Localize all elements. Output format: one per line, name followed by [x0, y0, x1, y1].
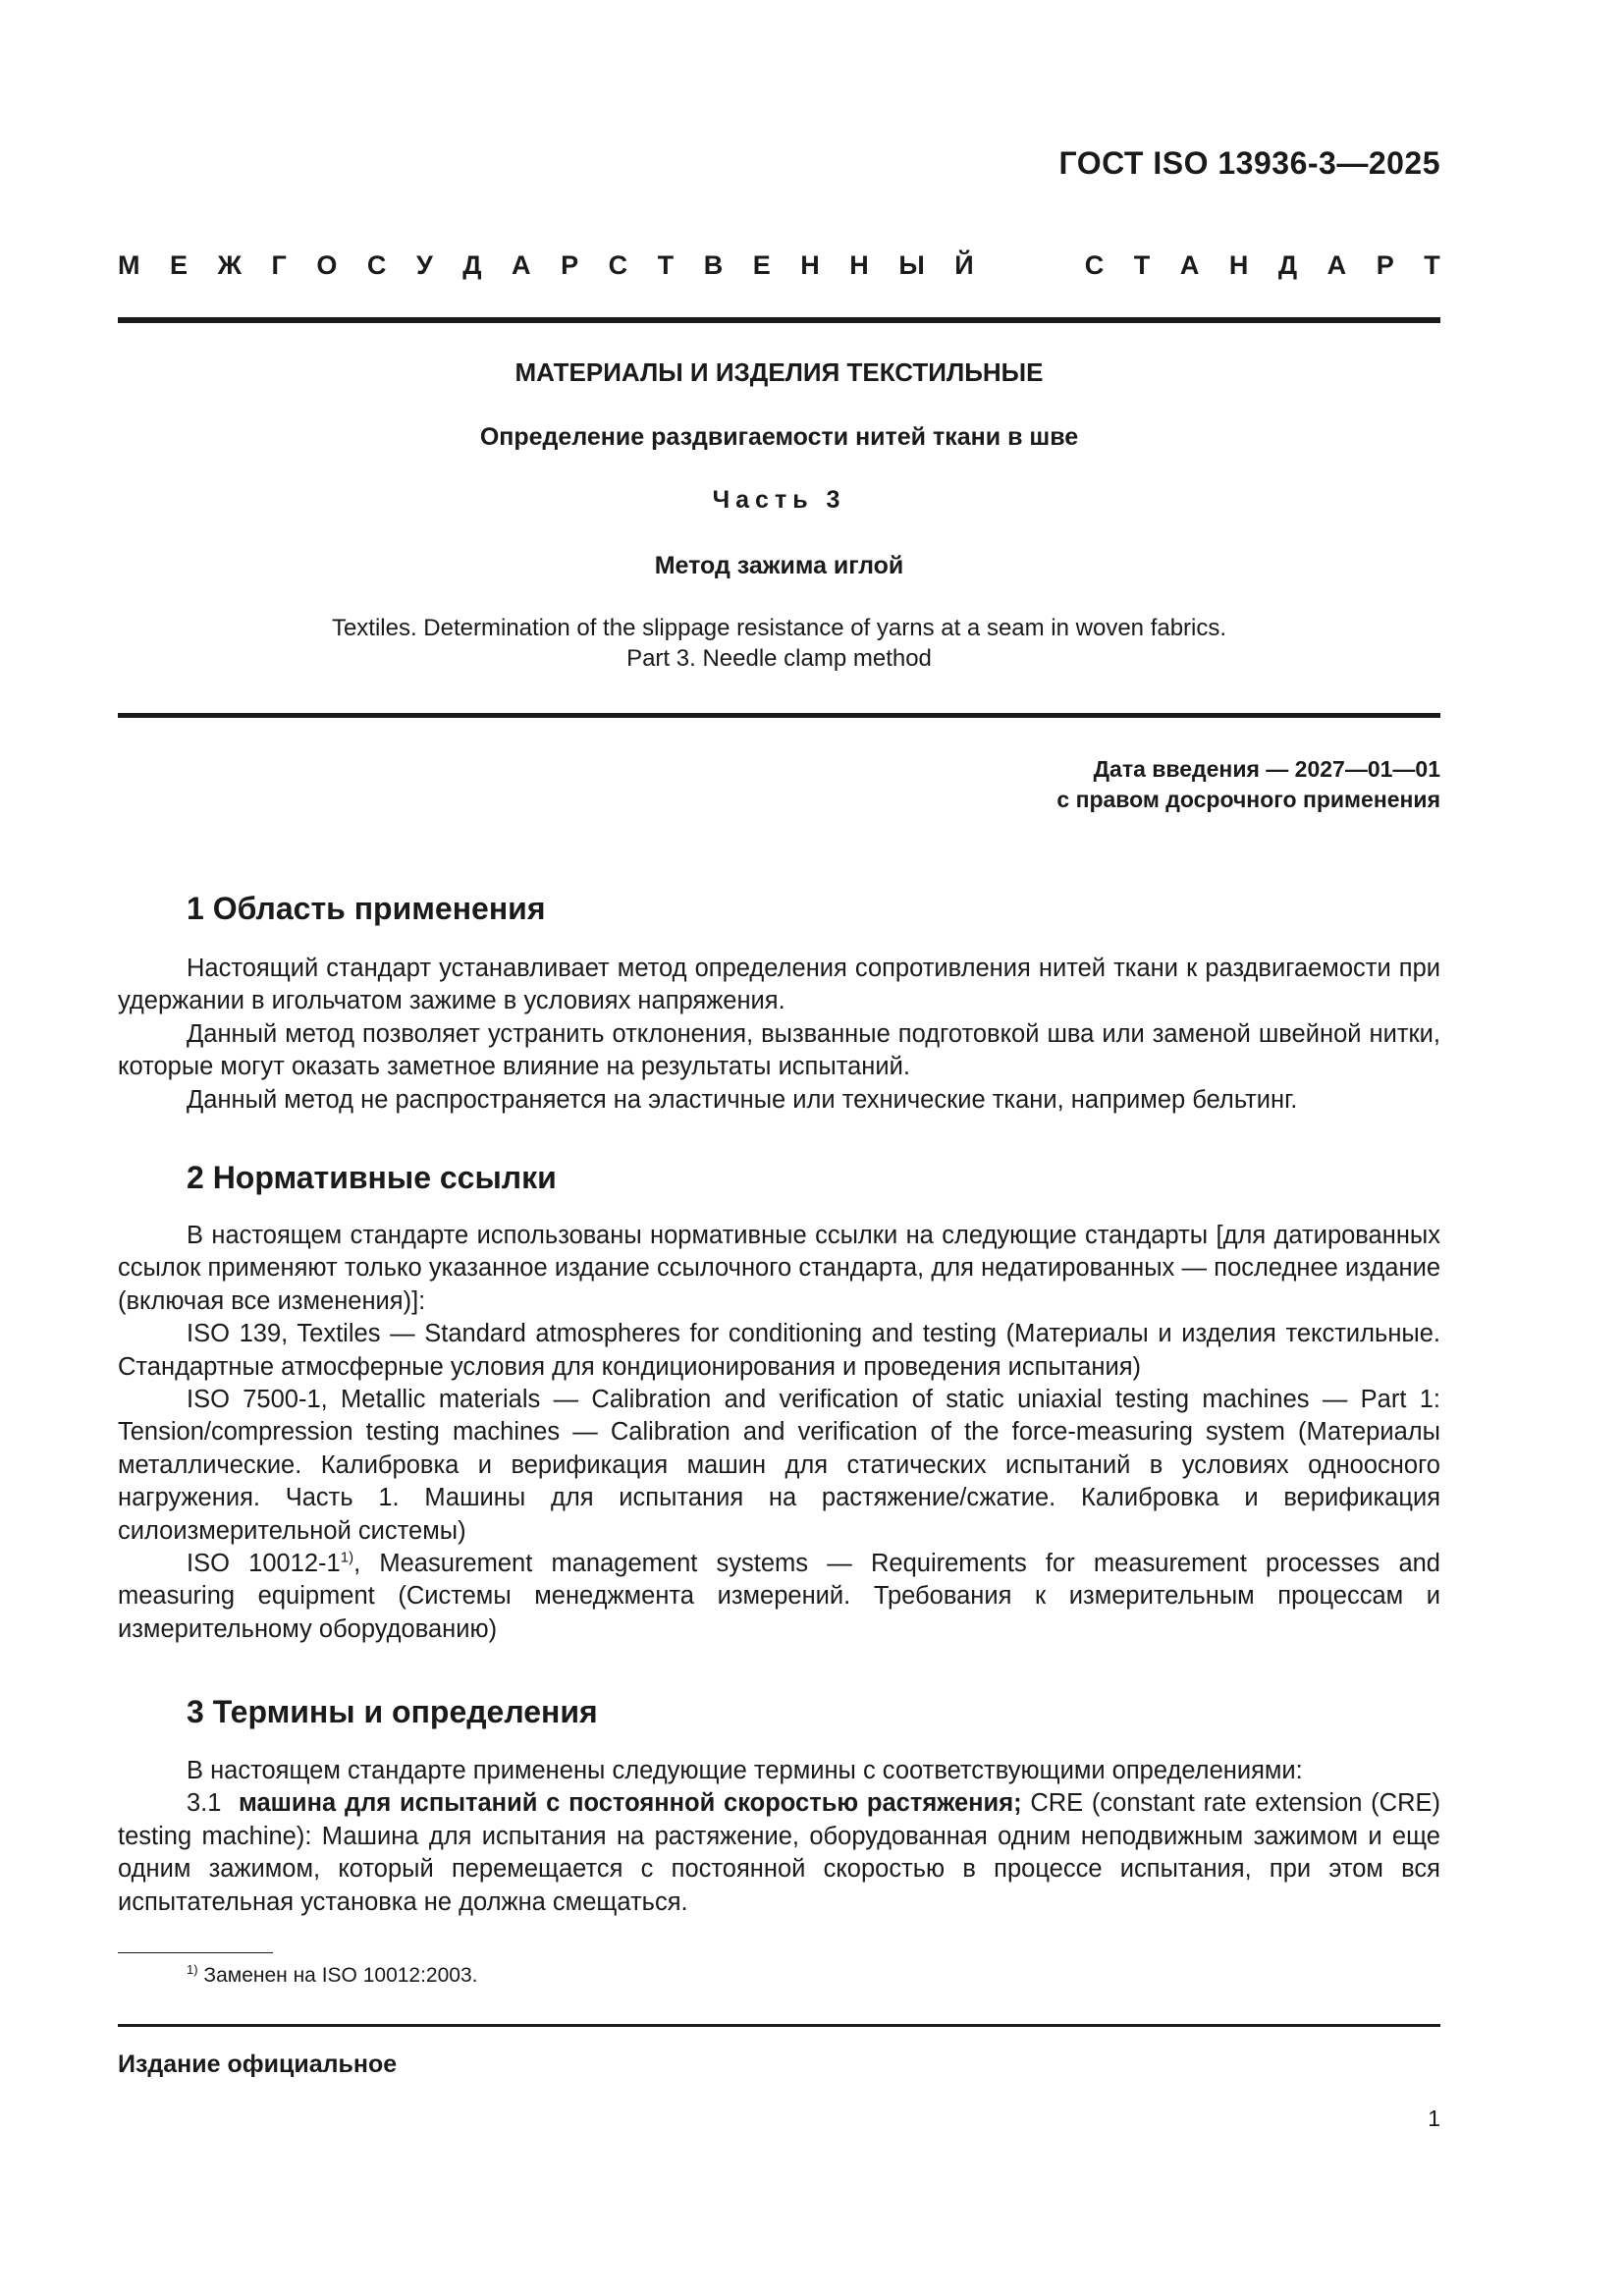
standard-type-letter: С: [608, 250, 628, 280]
standard-type-letter: Г: [271, 250, 287, 280]
part-label: Часть 3: [712, 486, 846, 514]
official-edition-label: Издание официальное: [118, 2050, 398, 2078]
standard-type-letter: А: [512, 250, 531, 280]
page-number: 1: [1428, 2105, 1440, 2131]
document-code: ГОСТ ISO 13936-3—2025: [1058, 145, 1440, 181]
english-title-line-1: Textiles. Determination of the slippage resistance of yarns at a seam in woven fabrics.: [331, 615, 1227, 641]
standard-type-letter: С: [1084, 250, 1105, 280]
term-name: машина для испытаний с постоянной скоростью растяжения;: [238, 1789, 1022, 1818]
standard-type-letter: Й: [954, 250, 974, 280]
english-title: [118, 613, 1440, 674]
footer-rule: [118, 2024, 1440, 2027]
standard-type-letter: Т: [1133, 250, 1151, 280]
section-1-heading: 1 Область применения: [187, 891, 546, 926]
reference-code: ISO 10012-1: [187, 1550, 341, 1578]
reference-iso-7500-1: ISO 7500-1, Metallic materials — Calibration and verification of static uniaxial testing machines — Part 1: Tension/compression testing machines — Calibration and verification of the force-measuring system (Материалы металлические. Калибровка и верификация машин для статических испытаний в условиях одноосного нагружения. Часть 1. Машины для испытания на растяжение/сжатие. Калибровка и верификация силоизмерительной системы): [118, 1386, 1440, 1545]
reference-text: , Measurement management systems — Requirements for measurement processes and measuring equipment (Системы менеджмента измерений. Требования к измерительным процессам и измерительному оборудованию): [118, 1550, 1440, 1643]
footnote-marker: 1): [340, 1549, 354, 1566]
standard-type-letter: Д: [1277, 250, 1298, 280]
title-rule: [118, 713, 1440, 718]
early-application: с правом досрочного применения: [1056, 787, 1440, 812]
title-main: МАТЕРИАЛЫ И ИЗДЕЛИЯ ТЕКСТИЛЬНЫЕ: [514, 357, 1044, 387]
section-2-body: [118, 1220, 1440, 1646]
section-1-body: [118, 953, 1440, 1117]
standard-type-letter: М: [118, 250, 140, 280]
english-title-line-2: Part 3. Needle clamp method: [626, 645, 932, 672]
reference-iso-10012-1: [118, 1548, 1440, 1646]
standard-type-letter: Р: [561, 250, 579, 280]
document-page: [118, 0, 1440, 2296]
term-3-1: [118, 1787, 1440, 1919]
section-3-heading: 3 Термины и определения: [187, 1694, 598, 1729]
standard-type-letter: Ж: [217, 250, 242, 280]
footnote-separator: [118, 1952, 273, 1953]
standard-type-letter: А: [1179, 250, 1200, 280]
footnote-marker: 1): [187, 1962, 198, 1977]
footnote-text: Заменен на ISO 10012:2003.: [197, 1964, 478, 1987]
term-definition: CRE (constant rate extension (CRE) testing machine): Машина для испытания на растяжение, оборудованная одним неподвижным зажимом и еще одним зажимом, который перемещается с постоянной скоростью в процессе испытания, при этом вся испытательная установка не должна смещаться.: [118, 1789, 1440, 1916]
section-1-paragraph-1: Настоящий стандарт устанавливает метод определения сопротивления нитей ткани к раздвигаемости при удержании в игольчатом зажиме в условиях напряжения.: [118, 955, 1440, 1015]
title-subtitle: Определение раздвигаемости нитей ткани в шве: [479, 423, 1079, 451]
effective-date-block: [1056, 754, 1440, 815]
standard-type-letter: У: [415, 250, 433, 280]
standard-type-letter: Н: [800, 250, 820, 280]
reference-iso-139: ISO 139, Textiles — Standard atmospheres for conditioning and testing (Материалы и изделия текстильные. Стандартные атмосферные условия для кондиционирования и проведения испытания): [118, 1320, 1440, 1381]
standard-type-letter: Д: [462, 250, 482, 280]
section-2-heading: 2 Нормативные ссылки: [187, 1160, 557, 1195]
standard-type-letter: Т: [1424, 250, 1440, 280]
section-1-paragraph-3: Данный метод не распространяется на эластичные или технические ткани, например бельтинг.: [187, 1085, 1298, 1114]
standard-type-letter: Т: [657, 250, 675, 280]
standard-type-letter: В: [703, 250, 724, 280]
section-2-paragraph-1: В настоящем стандарте использованы нормативные ссылки на следующие стандарты [для датированных ссылок применяют только указанное издание ссылочного стандарта, для недатированных — последнее издание (включая все изменения)]:: [118, 1222, 1440, 1315]
section-3-body: [118, 1755, 1440, 1919]
standard-type-letter: Р: [1376, 250, 1394, 280]
standard-type-heading: [118, 250, 1440, 281]
standard-type-letter: С: [366, 250, 387, 280]
standard-type-letter: Е: [170, 250, 189, 280]
header-rule: [118, 317, 1440, 323]
word-gap: [1003, 250, 1055, 281]
standard-type-letter: Н: [849, 250, 869, 280]
part-title: Метод зажима иглой: [654, 552, 904, 579]
section-3-paragraph-1: В настоящем стандарте применены следующие термины с соответствующими определениями:: [187, 1757, 1303, 1784]
standard-type-letter: А: [1326, 250, 1347, 280]
standard-type-letter: О: [316, 250, 338, 280]
section-1-paragraph-2: Данный метод позволяет устранить отклонения, вызванные подготовкой шва или заменой швейной нитки, которые могут оказать заметное влияние на результаты испытаний.: [118, 1019, 1440, 1081]
standard-type-letter: Ы: [898, 250, 925, 280]
standard-type-letter: Е: [752, 250, 771, 280]
standard-type-letter: Н: [1228, 250, 1249, 280]
term-number: 3.1: [187, 1789, 222, 1818]
effective-date: Дата введения — 2027—01—01: [1093, 756, 1440, 782]
footnote: [187, 1964, 478, 1988]
